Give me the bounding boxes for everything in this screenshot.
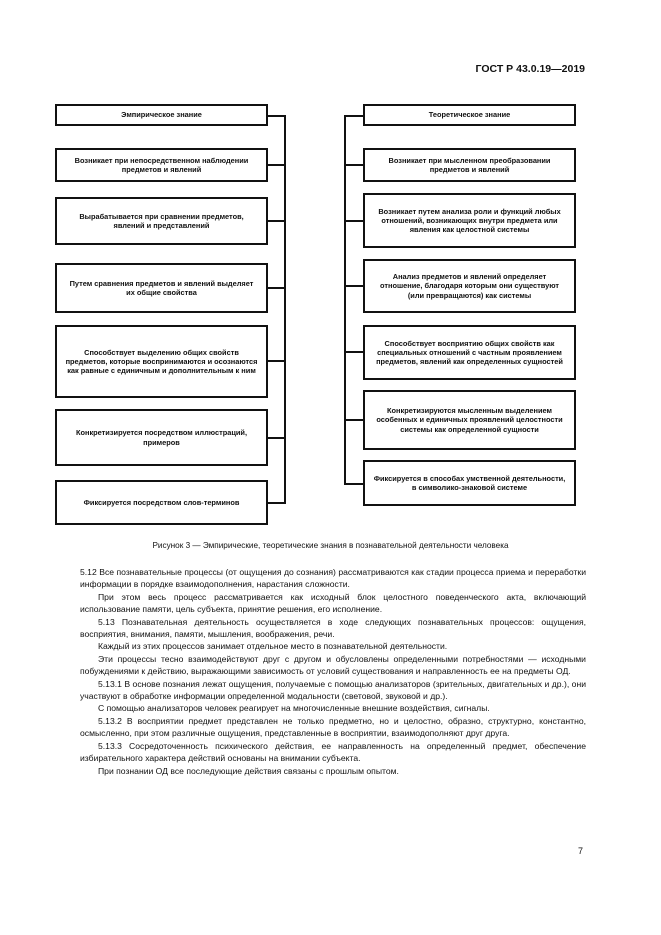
paragraph: Каждый из этих процессов занимает отдельное место в познавательной деятельности. — [98, 641, 448, 652]
left-connector — [268, 437, 285, 439]
empirical-box-1: Возникает при непосредственном наблюдении предметов и явлений — [55, 148, 268, 182]
paragraph: При этом весь процесс рассматривается как исходный блок целостного поведенческого акта, включающий использование памяти, цель субъекта, принятие решения, его исполнение. — [80, 591, 586, 615]
body-text — [80, 566, 586, 777]
empirical-box-6: Фиксируется посредством слов-терминов — [55, 480, 268, 525]
paragraph: При познании ОД все последующие действия связаны с прошлым опытом. — [98, 765, 399, 776]
paragraph-5-13-1: 5.13.1 В основе познания лежат ощущения, получаемые с помощью анализаторов (зрительных, двигательных и др.), они участвуют в обработке информации определенной модальности (световой, звуковой и др.). — [80, 678, 586, 702]
theoretical-box-1: Возникает при мысленном преобразовании предметов и явлений — [363, 148, 576, 182]
document-code: ГОСТ Р 43.0.19—2019 — [475, 63, 585, 75]
left-bus-line — [284, 115, 286, 504]
paragraph: С помощью анализаторов человек реагирует на многочисленные внешние воздействия, сигналы. — [98, 703, 490, 714]
empirical-box-4: Способствует выделению общих свойств предметов, которые воспринимаются и осознаются как равные с единичным и дополнительным к ним — [55, 325, 268, 398]
empirical-box-5: Конкретизируется посредством иллюстраций, примеров — [55, 409, 268, 466]
right-connector — [345, 351, 363, 353]
empirical-box-2: Вырабатывается при сравнении предметов, явлений и представлений — [55, 197, 268, 245]
left-connector — [268, 115, 285, 117]
paragraph-5-13-2: 5.13.2 В восприятии предмет представлен не только предметно, но и целостно, образно, структурно, константно, осмысленно, при этом различные ощущения, представленные в восприятии, взаимодополняют друг друга. — [80, 715, 586, 739]
paragraph-5-12: 5.12 Все познавательные процессы (от ощущения до сознания) рассматриваются как стадии процесса приема и переработки информации в порядке взаимодополнения, нарастания сложности. — [80, 567, 586, 590]
paragraph-5-13-3: 5.13.3 Сосредоточенность психического действия, ее направленность на определенный предмет, обеспечение избирательного характера действий основаны на внимании субъекта. — [80, 740, 586, 764]
left-connector — [268, 164, 285, 166]
left-connector — [268, 287, 285, 289]
empirical-title-box: Эмпирическое знание — [55, 104, 268, 126]
right-connector — [345, 115, 363, 117]
right-connector — [345, 419, 363, 421]
paragraph: Эти процессы тесно взаимодействуют друг с другом и обусловлены определенными потребностями — исходными побуждениями к действию, выражающими зависимость от условий существования и направленность ее на предметы ОД. — [80, 653, 586, 677]
theoretical-box-6: Фиксируется в способах умственной деятельности, в символико-знаковой системе — [363, 460, 576, 506]
paragraph-5-13: 5.13 Познавательная деятельность осуществляется в ходе следующих познавательных процессов: ощущения, восприятия, внимания, памяти, мышления, воображения, речи. — [80, 616, 586, 640]
right-bus-line — [344, 115, 346, 485]
right-connector — [345, 164, 363, 166]
theoretical-box-4: Способствует восприятию общих свойств как специальных отношений с частным проявлением предметов, явлений как определенных сущностей — [363, 325, 576, 380]
right-connector — [345, 285, 363, 287]
theoretical-title-box: Теоретическое знание — [363, 104, 576, 126]
empirical-box-3: Путем сравнения предметов и явлений выделяет их общие свойства — [55, 263, 268, 313]
left-connector — [268, 220, 285, 222]
left-connector — [268, 360, 285, 362]
theoretical-box-3: Анализ предметов и явлений определяет отношение, благодаря которым они существуют (или превращаются) как системы — [363, 259, 576, 313]
theoretical-box-5: Конкретизируются мысленным выделением особенных и единичных проявлений целостности системы как определенной сущности — [363, 390, 576, 450]
left-connector — [268, 502, 285, 504]
figure-caption: Рисунок 3 — Эмпирические, теоретические знания в познавательной деятельности человека — [152, 541, 509, 550]
page-number: 7 — [577, 846, 583, 856]
right-connector — [345, 220, 363, 222]
theoretical-box-2: Возникает путем анализа роли и функций любых отношений, возникающих внутри предмета или явления как целостной системы — [363, 193, 576, 248]
right-connector — [345, 483, 363, 485]
